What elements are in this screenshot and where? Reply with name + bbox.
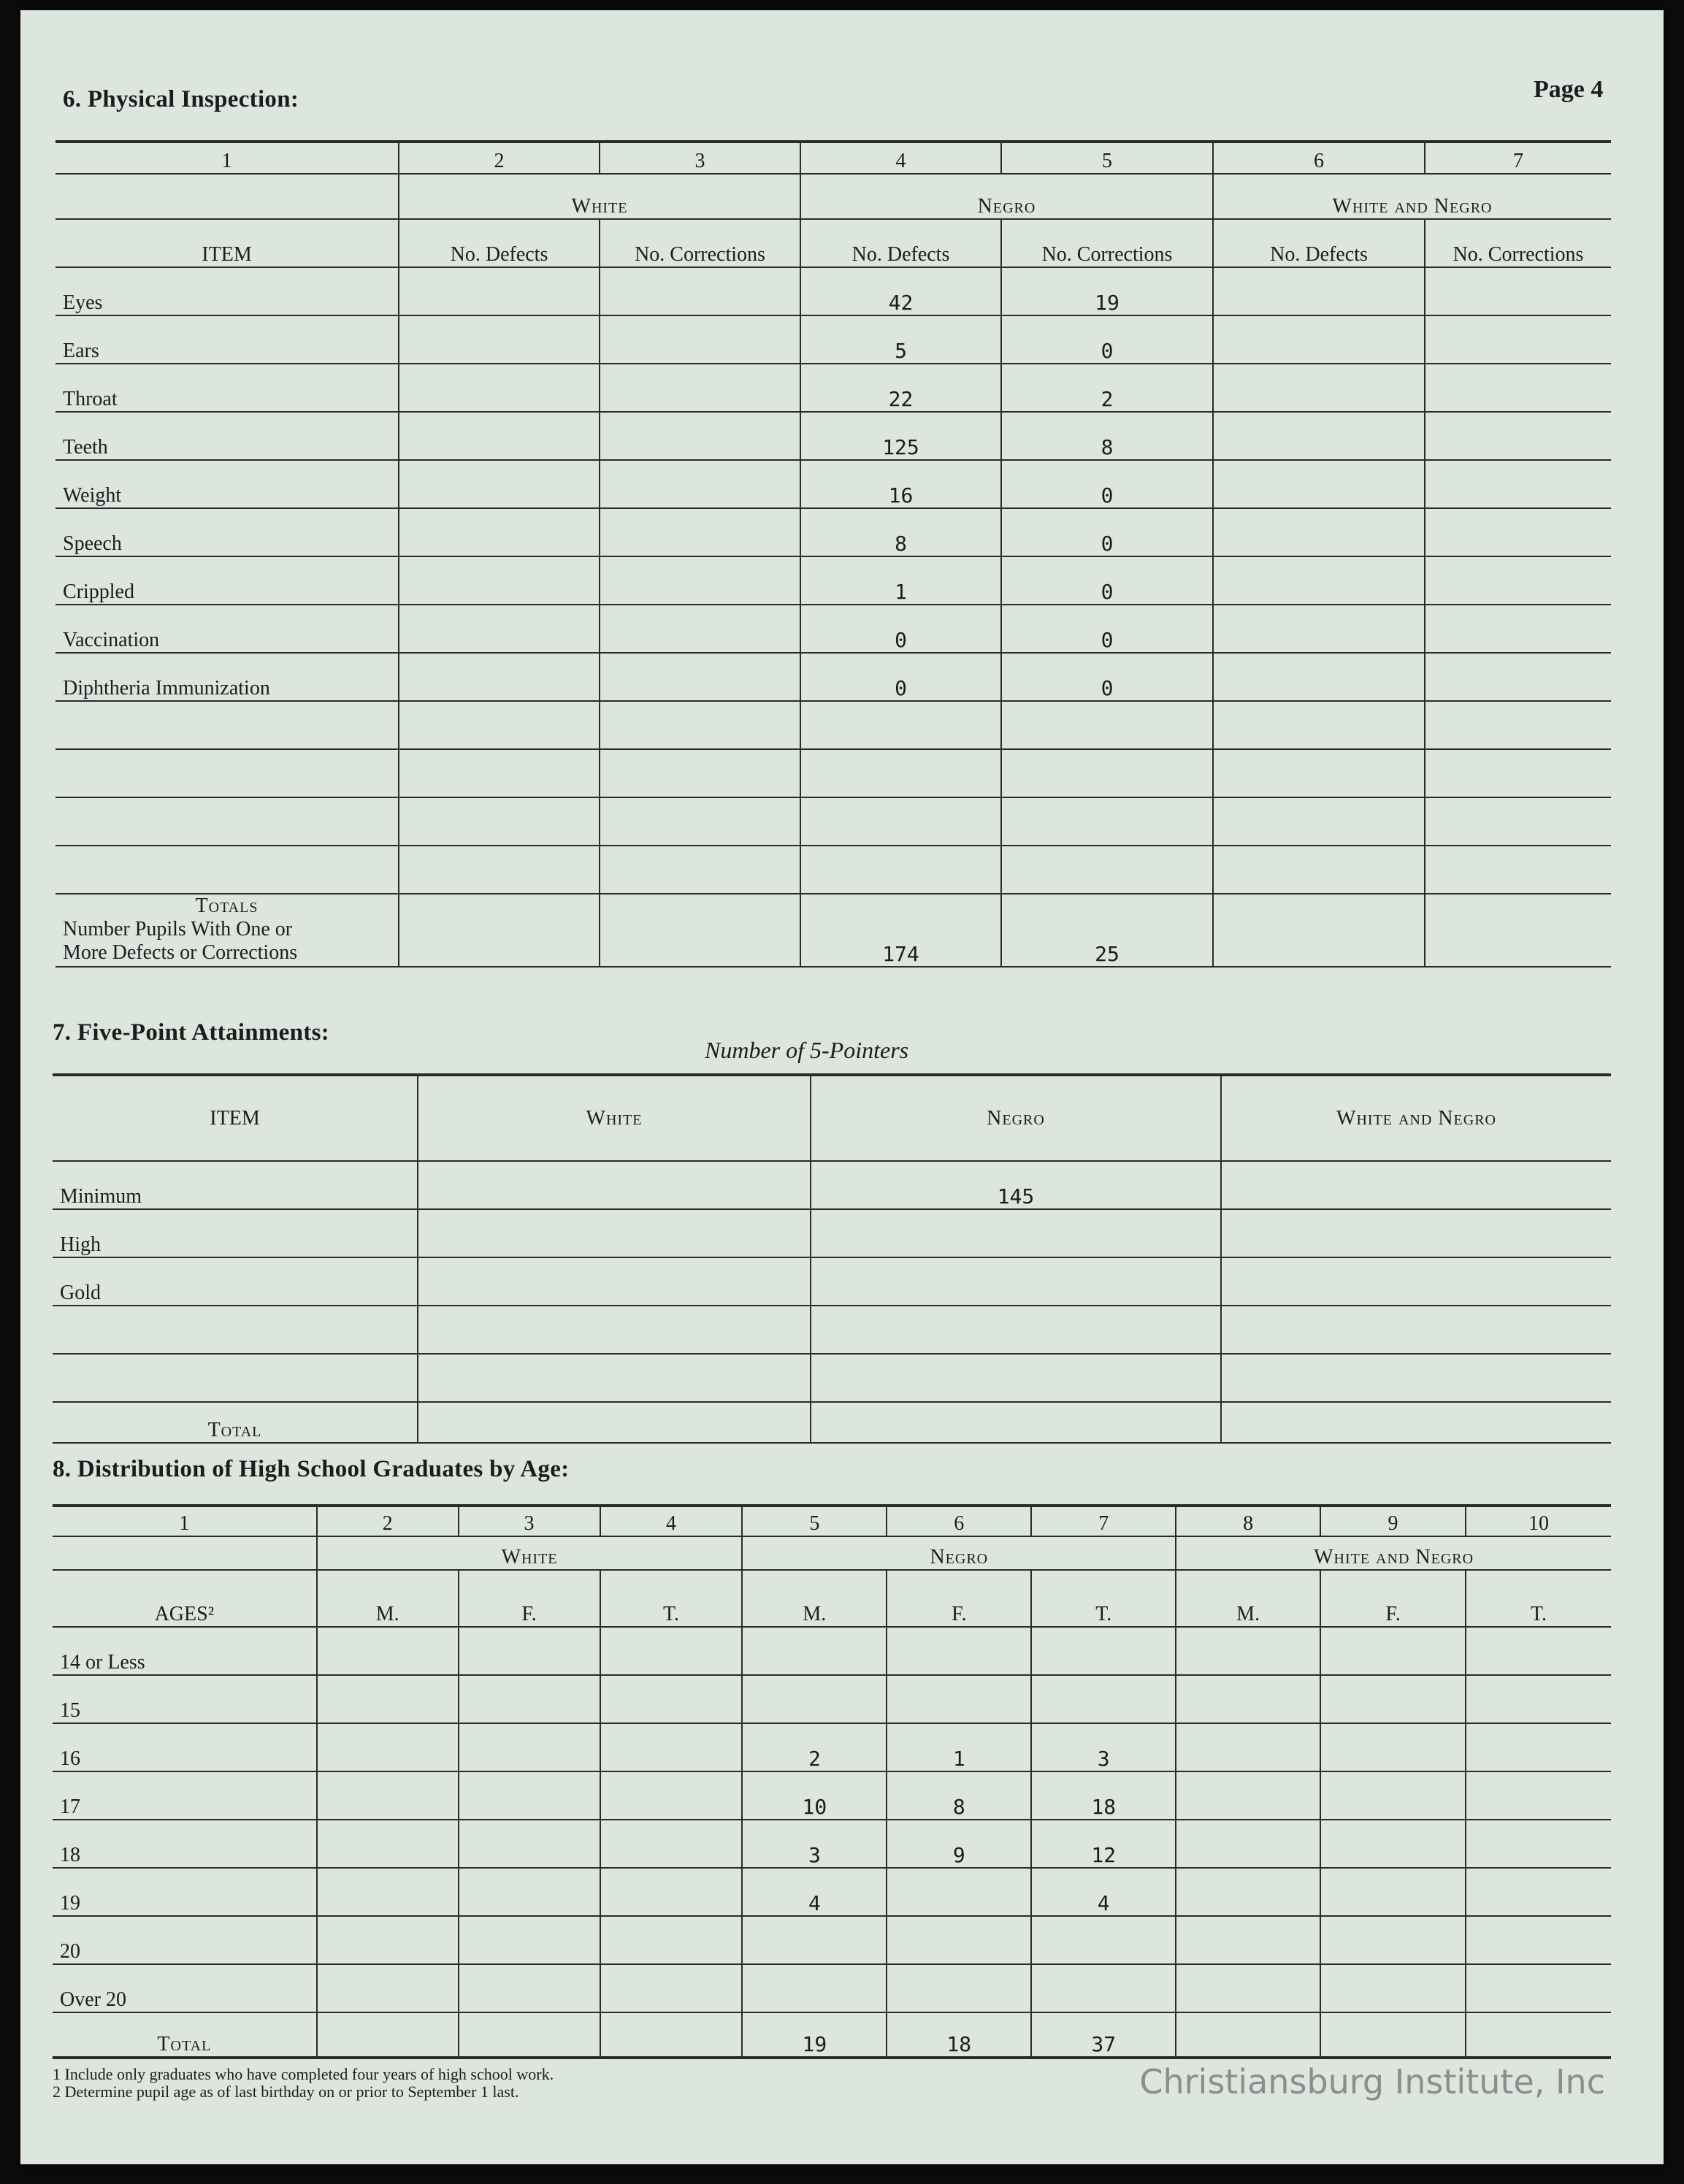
table-row bbox=[56, 412, 1611, 460]
age-label: Over 20 bbox=[53, 1964, 317, 2012]
col-number: 5 bbox=[1001, 142, 1213, 174]
table-row bbox=[53, 1354, 1611, 1402]
item-header: ITEM bbox=[53, 1075, 418, 1161]
wn-t-header: T. bbox=[1466, 1570, 1611, 1627]
footnote-2: 2 Determine pupil age as of last birthday on or prior to September 1 last. bbox=[53, 2083, 519, 2101]
col-number: 7 bbox=[1031, 1506, 1176, 1536]
table-row bbox=[53, 1209, 1611, 1257]
table-row bbox=[53, 1675, 1611, 1723]
age-label: 16 bbox=[53, 1723, 317, 1771]
negro-t-value bbox=[1031, 1675, 1176, 1723]
negro-corrections-value: 2 bbox=[1001, 364, 1213, 412]
negro-corrections-value: 8 bbox=[1001, 412, 1213, 460]
col-number: 2 bbox=[399, 142, 600, 174]
totals-row bbox=[53, 1402, 1611, 1443]
total-label: Total bbox=[53, 1402, 418, 1443]
negro-corrections-total: 25 bbox=[1001, 894, 1213, 967]
five-point-table bbox=[53, 1073, 1611, 1444]
item-label: Eyes bbox=[56, 267, 399, 315]
negro-defects-value: 8 bbox=[800, 508, 1001, 556]
item-label: High bbox=[53, 1209, 418, 1257]
negro-corrections-value: 0 bbox=[1001, 556, 1213, 605]
col-number: 10 bbox=[1466, 1506, 1611, 1536]
col-number: 4 bbox=[600, 1506, 743, 1536]
totals-row bbox=[56, 894, 1611, 967]
negro-t-value: 3 bbox=[1031, 1723, 1176, 1771]
totals-label: Totals bbox=[195, 894, 259, 917]
age-label: 17 bbox=[53, 1771, 317, 1820]
col-number: 1 bbox=[56, 142, 399, 174]
table-row bbox=[56, 460, 1611, 508]
col-number: 6 bbox=[887, 1506, 1031, 1536]
ages-header: AGES² bbox=[53, 1570, 317, 1627]
negro-m-value: 10 bbox=[742, 1771, 887, 1820]
negro-m-header: M. bbox=[742, 1570, 887, 1627]
negro-corrections-value: 19 bbox=[1001, 267, 1213, 315]
table-row bbox=[53, 1306, 1611, 1354]
table-row bbox=[53, 1964, 1611, 2012]
col-number: 9 bbox=[1320, 1506, 1466, 1536]
table-row bbox=[56, 797, 1611, 846]
group-white-and-negro: White and Negro bbox=[1176, 1536, 1611, 1570]
group-white: White bbox=[399, 174, 800, 219]
negro-value: 145 bbox=[811, 1161, 1221, 1209]
age-label: 18 bbox=[53, 1820, 317, 1868]
wn-f-header: F. bbox=[1320, 1570, 1466, 1627]
table-row bbox=[56, 605, 1611, 653]
white-defects-header: No. Defects bbox=[399, 219, 600, 267]
negro-f-value: 1 bbox=[887, 1723, 1031, 1771]
table-row bbox=[53, 1820, 1611, 1868]
total-label: Total bbox=[53, 2012, 317, 2058]
negro-m-total: 19 bbox=[742, 2012, 887, 2058]
col-number: 3 bbox=[600, 142, 800, 174]
table-row bbox=[53, 1627, 1611, 1675]
footnote-1: 1 Include only graduates who have completed four years of high school work. bbox=[53, 2065, 554, 2083]
col-number: 6 bbox=[1213, 142, 1425, 174]
negro-defects-value: 16 bbox=[800, 460, 1001, 508]
age-label: 15 bbox=[53, 1675, 317, 1723]
negro-defects-value: 5 bbox=[800, 315, 1001, 364]
group-white-and-negro: White and Negro bbox=[1213, 174, 1611, 219]
group-white-and-negro: White and Negro bbox=[1221, 1075, 1611, 1161]
negro-corrections-value: 0 bbox=[1001, 315, 1213, 364]
table-row bbox=[53, 1916, 1611, 1964]
col-number: 7 bbox=[1425, 142, 1611, 174]
negro-f-value bbox=[887, 1868, 1031, 1916]
table-row bbox=[56, 653, 1611, 701]
negro-m-value bbox=[742, 1964, 887, 2012]
negro-defects-value: 0 bbox=[800, 605, 1001, 653]
negro-f-value bbox=[887, 1916, 1031, 1964]
table-row bbox=[56, 364, 1611, 412]
negro-value bbox=[811, 1209, 1221, 1257]
negro-t-value: 12 bbox=[1031, 1820, 1176, 1868]
group-white: White bbox=[317, 1536, 743, 1570]
item-label: Vaccination bbox=[56, 605, 399, 653]
col-number: 2 bbox=[317, 1506, 459, 1536]
negro-m-value: 2 bbox=[742, 1723, 887, 1771]
negro-corrections-value: 0 bbox=[1001, 605, 1213, 653]
white-corrections-header: No. Corrections bbox=[600, 219, 800, 267]
negro-value bbox=[811, 1257, 1221, 1306]
negro-t-value: 18 bbox=[1031, 1771, 1176, 1820]
table-row bbox=[56, 749, 1611, 797]
negro-t-header: T. bbox=[1031, 1570, 1176, 1627]
watermark: Christiansburg Institute, Inc bbox=[1139, 2062, 1605, 2101]
table-row bbox=[53, 1771, 1611, 1820]
age-label: 20 bbox=[53, 1916, 317, 1964]
group-negro: Negro bbox=[800, 174, 1213, 219]
negro-defects-value: 42 bbox=[800, 267, 1001, 315]
negro-corrections-value: 0 bbox=[1001, 653, 1213, 701]
col-number: 8 bbox=[1176, 1506, 1320, 1536]
table-row bbox=[53, 1257, 1611, 1306]
negro-t-value bbox=[1031, 1964, 1176, 2012]
white-m-header: M. bbox=[317, 1570, 459, 1627]
item-label: Weight bbox=[56, 460, 399, 508]
wn-m-header: M. bbox=[1176, 1570, 1320, 1627]
negro-f-value: 9 bbox=[887, 1820, 1031, 1868]
section-6-heading: 6. Physical Inspection: bbox=[63, 86, 299, 112]
negro-defects-total: 174 bbox=[800, 894, 1001, 967]
group-negro: Negro bbox=[811, 1075, 1221, 1161]
table-row bbox=[56, 508, 1611, 556]
col-number: 3 bbox=[459, 1506, 600, 1536]
negro-f-value bbox=[887, 1675, 1031, 1723]
table-row bbox=[56, 701, 1611, 749]
item-label: Throat bbox=[56, 364, 399, 412]
negro-t-value bbox=[1031, 1916, 1176, 1964]
age-label: 14 or Less bbox=[53, 1627, 317, 1675]
col-number: 1 bbox=[53, 1506, 317, 1536]
negro-m-value bbox=[742, 1916, 887, 1964]
totals-sub-line-1: Number Pupils With One or bbox=[63, 918, 293, 940]
negro-t-value: 4 bbox=[1031, 1868, 1176, 1916]
group-negro: Negro bbox=[742, 1536, 1176, 1570]
totals-cell bbox=[56, 894, 399, 967]
section-8-heading: 8. Distribution of High School Graduates by Age: bbox=[53, 1456, 570, 1482]
item-label: Ears bbox=[56, 315, 399, 364]
item-label: Crippled bbox=[56, 556, 399, 605]
wn-corrections-header: No. Corrections bbox=[1425, 219, 1611, 267]
page-number: Page 4 bbox=[1534, 76, 1604, 103]
section-7-heading: 7. Five-Point Attainments: bbox=[53, 1019, 330, 1046]
age-label: 19 bbox=[53, 1868, 317, 1916]
negro-defects-value: 0 bbox=[800, 653, 1001, 701]
table-row bbox=[56, 315, 1611, 364]
col-number: 5 bbox=[742, 1506, 887, 1536]
table-row bbox=[53, 1723, 1611, 1771]
table-row bbox=[53, 1161, 1611, 1209]
item-label: Speech bbox=[56, 508, 399, 556]
table-row bbox=[56, 556, 1611, 605]
negro-defects-header: No. Defects bbox=[800, 219, 1001, 267]
graduates-by-age-table bbox=[53, 1504, 1611, 2059]
item-label: Minimum bbox=[53, 1161, 418, 1209]
negro-m-value: 4 bbox=[742, 1868, 887, 1916]
negro-f-value bbox=[887, 1627, 1031, 1675]
negro-m-value bbox=[742, 1627, 887, 1675]
table-row bbox=[56, 846, 1611, 894]
negro-t-total: 37 bbox=[1031, 2012, 1176, 2058]
negro-t-value bbox=[1031, 1627, 1176, 1675]
white-f-header: F. bbox=[459, 1570, 600, 1627]
wn-defects-header: No. Defects bbox=[1213, 219, 1425, 267]
negro-corrections-value: 0 bbox=[1001, 460, 1213, 508]
item-label: Diphtheria Immunization bbox=[56, 653, 399, 701]
negro-f-value bbox=[887, 1964, 1031, 2012]
item-label: Gold bbox=[53, 1257, 418, 1306]
group-white: White bbox=[418, 1075, 811, 1161]
negro-f-header: F. bbox=[887, 1570, 1031, 1627]
negro-defects-value: 125 bbox=[800, 412, 1001, 460]
item-header: ITEM bbox=[56, 219, 399, 267]
negro-f-total: 18 bbox=[887, 2012, 1031, 2058]
totals-sub-line-2: More Defects or Corrections bbox=[63, 941, 298, 964]
negro-corrections-value: 0 bbox=[1001, 508, 1213, 556]
negro-m-value bbox=[742, 1675, 887, 1723]
negro-corrections-header: No. Corrections bbox=[1001, 219, 1213, 267]
white-t-header: T. bbox=[600, 1570, 743, 1627]
negro-defects-value: 1 bbox=[800, 556, 1001, 605]
table-row bbox=[53, 1868, 1611, 1916]
physical-inspection-table bbox=[56, 140, 1611, 968]
totals-row bbox=[53, 2012, 1611, 2058]
item-label: Teeth bbox=[56, 412, 399, 460]
negro-defects-value: 22 bbox=[800, 364, 1001, 412]
table-row bbox=[56, 267, 1611, 315]
negro-f-value: 8 bbox=[887, 1771, 1031, 1820]
five-pointers-caption: Number of 5-Pointers bbox=[705, 1037, 909, 1063]
col-number: 4 bbox=[800, 142, 1001, 174]
negro-m-value: 3 bbox=[742, 1820, 887, 1868]
